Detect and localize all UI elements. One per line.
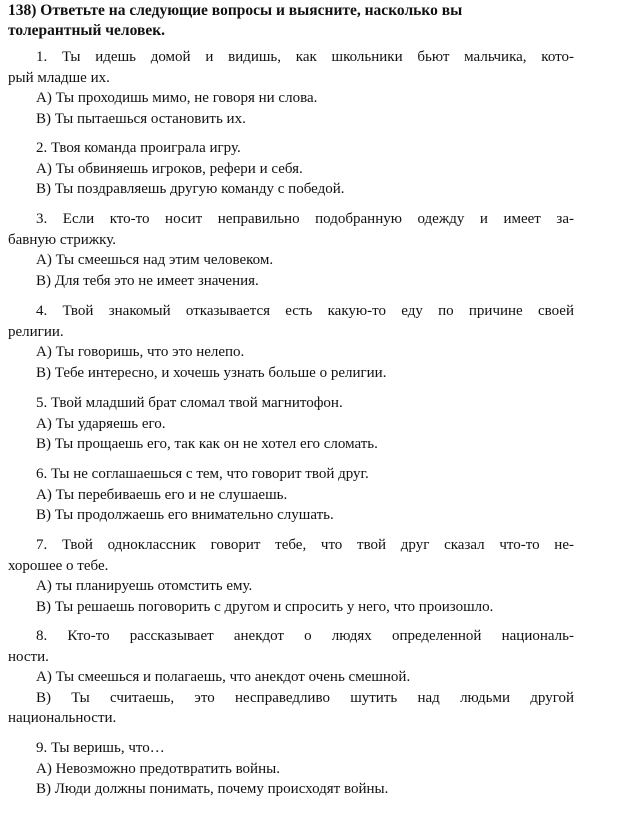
question-text: 1. Ты идешь домой и видишь, как школьники бьют мальчика, кото-	[36, 49, 574, 65]
option-b: B) Ты считаешь, это несправедливо шутить над людьми другой	[36, 689, 574, 706]
question-text: 2. Твоя команда проиграла игру.	[36, 140, 241, 156]
option-a: A) Ты ударяешь его.	[36, 415, 166, 432]
question-8	[8, 626, 574, 729]
question-text: хорошее о тебе.	[8, 557, 109, 574]
question-text: 6. Ты не соглашаешься с тем, что говорит твой друг.	[36, 466, 369, 482]
option-b: B) Ты продолжаешь его внимательно слушать.	[36, 507, 334, 523]
option-a: A) ты планируешь отомстить ему.	[36, 578, 253, 594]
question-9	[8, 738, 574, 800]
option-b: B) Ты решаешь поговорить с другом и спросить у него, что произошло.	[36, 598, 494, 615]
question-5	[8, 393, 574, 455]
option-a: A) Невозможно предотвратить войны.	[36, 760, 280, 777]
option-b: B) Ты прощаешь его, так как он не хотел его сломать.	[36, 436, 378, 452]
question-3	[8, 209, 574, 291]
question-text: 9. Ты веришь, что…	[36, 740, 165, 756]
option-b: B) Ты поздравляешь другую команду с победой.	[36, 181, 345, 197]
question-6	[8, 464, 574, 526]
question-text: религии.	[8, 323, 64, 340]
option-a: A) Ты обвиняешь игроков, рефери и себя.	[36, 160, 303, 177]
option-b-continued: национальности.	[8, 710, 117, 726]
option-a: A) Ты перебиваешь его и не слушаешь.	[36, 486, 288, 503]
question-text: 4. Твой знакомый отказывается есть какую-то еду по причине своей	[36, 303, 574, 319]
question-4	[8, 301, 574, 383]
question-2	[8, 138, 574, 200]
question-text: бавную стрижку.	[8, 231, 116, 248]
option-b: B) Ты пытаешься остановить их.	[36, 110, 246, 127]
option-a: A) Ты говоришь, что это нелепо.	[36, 344, 245, 360]
question-text: 8. Кто-то рассказывает анекдот о людях определенной националь-	[36, 628, 574, 644]
question-1	[8, 47, 574, 129]
option-a: A) Ты смеешься над этим человеком.	[36, 252, 274, 268]
option-b: B) Для тебя это не имеет значения.	[36, 272, 259, 289]
question-text: 3. Если кто-то носит неправильно подобранную одежду и имеет за-	[36, 211, 574, 227]
exercise-heading	[8, 1, 574, 41]
heading-line: 138) Ответьте на следующие вопросы и выясните, насколько вы	[8, 2, 463, 19]
question-text: 5. Твой младший брат сломал твой магнитофон.	[36, 395, 343, 411]
question-7	[8, 535, 574, 617]
option-b: B) Люди должны понимать, почему происходят войны.	[36, 781, 389, 797]
question-text: 7. Твой одноклассник говорит тебе, что твой друг сказал что-то не-	[36, 537, 574, 553]
heading-line: толерантный человек.	[8, 22, 166, 39]
option-a: A) Ты проходишь мимо, не говоря ни слова.	[36, 90, 318, 106]
question-text: рый младше их.	[8, 69, 110, 86]
question-text: ности.	[8, 648, 49, 665]
option-a: A) Ты смеешься и полагаешь, что анекдот очень смешной.	[36, 669, 411, 685]
option-b: B) Тебе интересно, и хочешь узнать больше о религии.	[36, 364, 387, 381]
